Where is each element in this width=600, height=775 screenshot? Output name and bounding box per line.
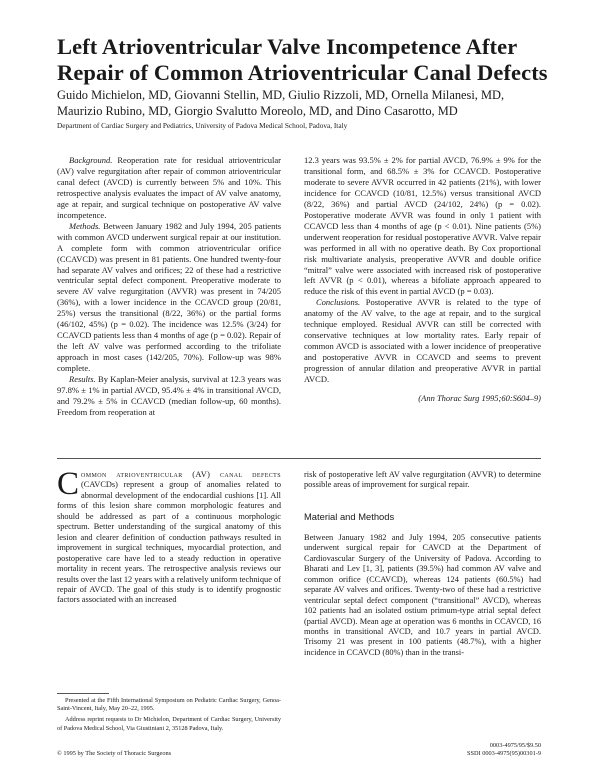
intro-text: (CAVCDs) represent a group of anomalies related to abnormal development of the endocardial cushions [1]. All forms of this lesion share common morphologic features and should be addressed as part of a continuous morphologic spectrum. Better understanding of the surgical anatomy of this lesion and clearer definition of conduction pathways resulted in improvement in surgical techniques, myocardial protection, and postoperative care have led to a steady reduction in operative mortality in recent years. The retrospective analysis reviews our results over the last 12 years with a relatively uniform technique of repair of AVCD. The goal of this study is to identify prognostic factors associated with an increased [57, 480, 281, 605]
drop-cap: C [57, 466, 80, 502]
conclusions-label: Conclusions. [316, 297, 361, 308]
intro-lead: ommon atrioventricular (AV) canal defects [81, 470, 281, 479]
authors-line-1: Guido Michielon, MD, Giovanni Stellin, MD, Giulio Rizzoli, MD, Ornella Milanesi, MD, [57, 88, 505, 102]
abstract-background [57, 155, 281, 221]
issn-line-2: SSDI 0003-4975(95)00301-9 [467, 750, 541, 757]
footnote-address: Address reprint requests to Dr Michielon, Department of Cardiac Surgery, University of Padova Medical School, Via Giustiniani 2, 35128 Padova, Italy. [57, 716, 281, 732]
title-line-1: Left Atrioventricular Valve Incompetence After [57, 34, 518, 59]
methods-label: Methods. [69, 220, 101, 231]
abstract-methods [57, 221, 281, 374]
background-text: Reoperation rate for residual atrioventricular (AV) valve regurgitation after repair of common atrioventricular canal defect (AVCD) is currently between 5% and 10%. This retrospective analysis evaluates the impact of AV valve anatomy, age at repair, and surgical technique on postoperative AV valve incompetence. [57, 155, 281, 220]
abstract-conclusions [304, 297, 541, 385]
footnote-rule [57, 693, 109, 694]
results-text: By Kaplan-Meier analysis, survival at 12.3 years was 97.8% ± 1% in partial AVCD, 95.4% ± 4% in transitional AVCD, and 79.2% ± 5% in CCAVCD (median follow-up, 60 months). Freedom from reoperation at [57, 374, 282, 417]
abstract-right-column [304, 155, 541, 404]
issn-block [441, 742, 541, 758]
section-heading: Material and Methods [304, 510, 395, 522]
copyright-notice: © 1995 by The Society of Thoracic Surgeons [57, 750, 172, 757]
body-right-column [304, 470, 541, 658]
article-title [57, 34, 557, 86]
intro-paragraph [57, 466, 281, 606]
affiliation: Department of Cardiac Surgery and Pediatrics, University of Padova Medical School, Padova, Italy [57, 121, 348, 130]
abstract-results-continued: 12.3 years was 93.5% ± 2% for partial AVCD, 76.9% ± 9% for the transitional form, and 68.5% ± 3% for CCAVCD. Postoperative moderate to severe AVVR occurred in 42 patients (21%), with lower incidence for CCAVCD (10/81, 12.5%) versus transitional AVCD (8/22, 36%) and partial AVCD (24/102, 24%) (p = 0.02). Postoperative moderate AVVR was found in only 1 patient with CCAVCD less than 4 months of age (p < 0.01). Nine patients (5%) underwent reoperation for residual postoperative AVVR. Valve repair was performed in all with no operative death. By Cox proportional risk multivariate analysis, preoperative AVVR and double orifice “mitral” valve were associated with increased risk of postoperative left AVVR (p < 0.01), whereas a bifoliate approach appeared to reduce the risk of this event in partial AVCD (p = 0.03). [304, 155, 541, 297]
body-left-column [57, 466, 281, 606]
authors-line-2: Maurizio Rubino, MD, Giorgio Svalutto Moreolo, MD, and Dino Casarotto, MD [57, 104, 458, 118]
methods-paragraph: Between January 1982 and July 1994, 205 consecutive patients underwent surgical repair for CAVCD at the Department of Cardiovascular Surgery of the University of Padova. According to Bharati and Lev [1, 3], patients (39.5%) had common AV valve and common orifice (CCAVCD), whereas 124 patients (60.5%) had separate AV valves and orifices. Twenty-two of these had a restrictive ventricular septal defect component (“transitional” AVCD), whereas 102 patients had an isolated ostium primum-type atrial septal defect (partial AVCD). Mean age at operation was 6 months in CCAVCD, 16 months in transitional AVCD, and 10.7 years in partial AVCD. Trisomy 21 was present in 100 patients (48.7%), with a higher incidence in CCAVCD (80%) than in the transi- [304, 532, 541, 657]
methods-text: Between January 1982 and July 1994, 205 patients with common AVCD underwent surgical repair at our institution. A complete form with common atrioventricular orifice (CCAVCD) was present in 81 patients. One hundred twenty-four had separate AV valves and orifices; 22 of these had a restrictive ventricular septal defect component. Preoperative moderate to severe AV valve regurgitation (AVVR) was present in 74/205 (36%), with a lower incidence in the CCAVCD group (20/81, 25%) versus the transitional (8/22, 36%) or the partial forms (46/102, 45%) (p = 0.02). The incidence was 12.5% (3/24) for CCAVCD patients less than 4 months of age (p = 0.02). Repair of the left AV valve was performed according to the trifoliate approach in most cases (142/205, 70%). Follow-up was 98% complete. [57, 220, 282, 374]
results-label: Results. [69, 374, 96, 385]
intro-continued: risk of postoperative left AV valve regurgitation (AVVR) to determine possible areas of improvement for surgical repair. [304, 470, 541, 490]
footnotes [57, 697, 281, 736]
title-line-2: Repair of Common Atrioventricular Canal Defects [57, 60, 548, 85]
author-list [57, 87, 557, 119]
abstract-divider [57, 458, 541, 459]
abstract-left-column [57, 155, 281, 418]
journal-citation: (Ann Thorac Surg 1995;60:S604–9) [418, 393, 541, 404]
conclusions-text: Postoperative AVVR is related to the type of anatomy of the AV valve, to the age at repair, and to the surgical technique employed. Residual AVVR can still be corrected with conservative techniques at low mortality rates. Early repair of common AVCD is associated with a lower incidence of preoperative and postoperative AVVR in CCAVCD and seems to prevent progression of annular dilation and preoperative AVVR in partial AVCD. [304, 297, 542, 385]
issn-line-1: 0003-4975/95/$9.50 [489, 742, 541, 749]
footnote-presented: Presented at the Fifth International Symposium on Pediatric Cardiac Surgery, Genoa-Saint-Vincent, Italy, May 20–22, 1995. [57, 697, 281, 713]
background-label: Background. [69, 155, 113, 165]
abstract-results [57, 374, 281, 418]
